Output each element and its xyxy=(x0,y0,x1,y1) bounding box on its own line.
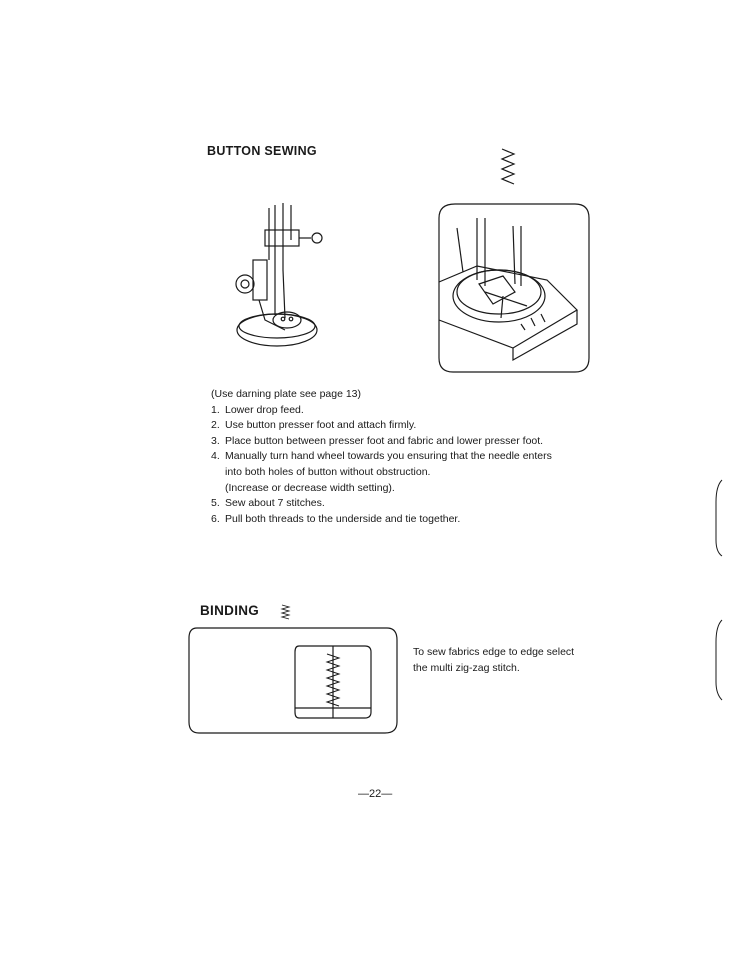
list-item: 1. Lower drop feed. xyxy=(211,403,304,416)
page-number: —22— xyxy=(358,788,393,800)
binding-illustration xyxy=(187,626,399,736)
binder-marks xyxy=(712,476,726,706)
list-item: 5. Sew about 7 stitches. xyxy=(211,497,325,510)
binding-title: BINDING xyxy=(200,603,260,618)
button-foot-illustration xyxy=(225,200,335,360)
button-sewing-title: BUTTON SEWING xyxy=(207,144,317,158)
list-item: 3. Place button between presser foot and fabric and lower presser foot. xyxy=(211,434,544,447)
multi-zigzag-stitch-icon xyxy=(280,603,292,623)
binding-description-line2: the multi zig-zag stitch. xyxy=(413,661,520,674)
zigzag-stitch-icon xyxy=(498,146,518,186)
list-item: 2. Use button presser foot and attach firmly. xyxy=(211,419,417,432)
binding-description-line1: To sew fabrics edge to edge select xyxy=(413,646,575,658)
instruction-list xyxy=(211,403,591,528)
button-sewing-intro: (Use darning plate see page 13) xyxy=(211,388,362,400)
list-item: 6. Pull both threads to the underside and tie together. xyxy=(211,512,461,525)
darning-plate-illustration xyxy=(437,200,592,376)
list-item: 4. Manually turn hand wheel towards you ensuring that the needle enters into both holes of button without obstruction. (Increase or decrease width setting). xyxy=(211,450,552,494)
